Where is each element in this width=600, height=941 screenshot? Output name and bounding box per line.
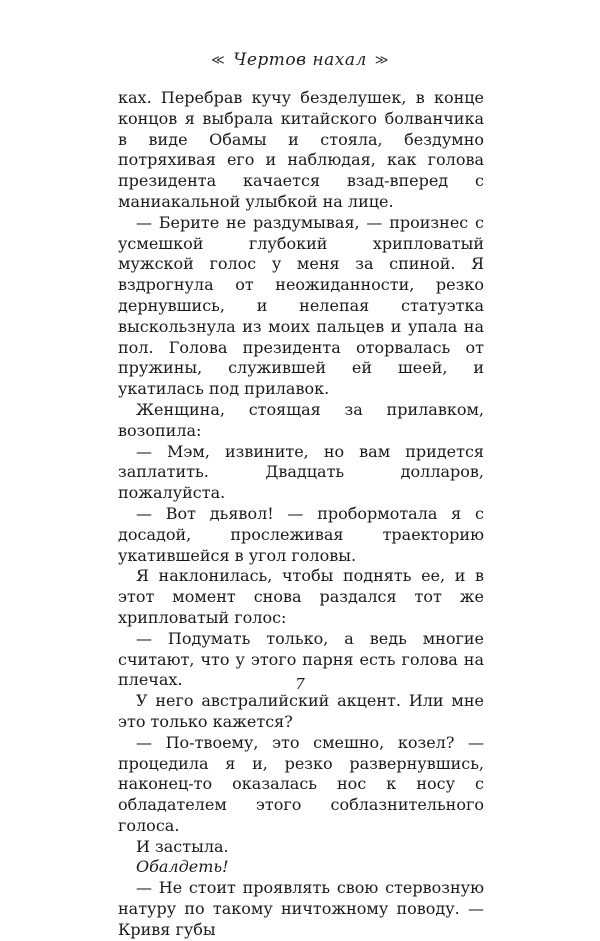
paragraph: Я наклонилась, чтобы поднять ее, и в этот момент снова раздался тот же хрипловатый голос: xyxy=(118,566,484,627)
paragraph: И застыла. xyxy=(136,836,229,856)
ornament-right-icon: ≫ xyxy=(374,53,389,68)
body-text xyxy=(118,88,484,941)
paragraph: — По-твоему, это смешно, козел? — процедила я и, резко развернувшись, наконец-то оказалась нос к носу с обладателем этого соблазнительного голоса. xyxy=(118,732,484,835)
paragraph: — Берите не раздумывая, — произнес с усмешкой глубокий хрипловатый мужской голос у меня за спиной. Я вздрогнула от неожиданности, резко дернувшись, и нелепая статуэтка выскользнула из моих пальцев и упала на пол. Голова президента оторвалась от пружины, служившей ей шеей, и укатилась под прилавок. xyxy=(118,212,484,399)
page-number: 7 xyxy=(295,675,305,693)
book-title: Чертов нахал xyxy=(233,50,367,70)
paragraph: Обалдеть! xyxy=(136,857,229,877)
paragraph: — Мэм, извините, но вам придется заплатить. Двадцать долларов, пожалуйста. xyxy=(118,441,484,503)
paragraph: — Подумать только, а ведь многие считают, что у этого парня есть голова на плечах. xyxy=(118,628,484,690)
paragraph: Женщина, стоящая за прилавком, возопила: xyxy=(118,399,484,440)
ornament-left-icon: ≪ xyxy=(211,53,226,68)
paragraph: — Вот дьявол! — пробормотала я с досадой, прослеживая траекторию укатившейся в угол головы. xyxy=(118,503,484,565)
paragraph: У него австралийский акцент. Или мне это только кажется? xyxy=(118,691,484,731)
paragraph: — Не стоит проявлять свою стервозную натуру по такому ничтожному поводу. — Кривя губы xyxy=(118,878,484,939)
running-header xyxy=(0,50,600,70)
paragraph: ках. Перебрав кучу безделушек, в конце концов я выбрала китайского болванчика в виде Обамы и стояла, бездумно потряхивая его и наблюдая, как голова президента качается взад-вперед с маниакальной улыбкой на лице. xyxy=(118,88,484,211)
